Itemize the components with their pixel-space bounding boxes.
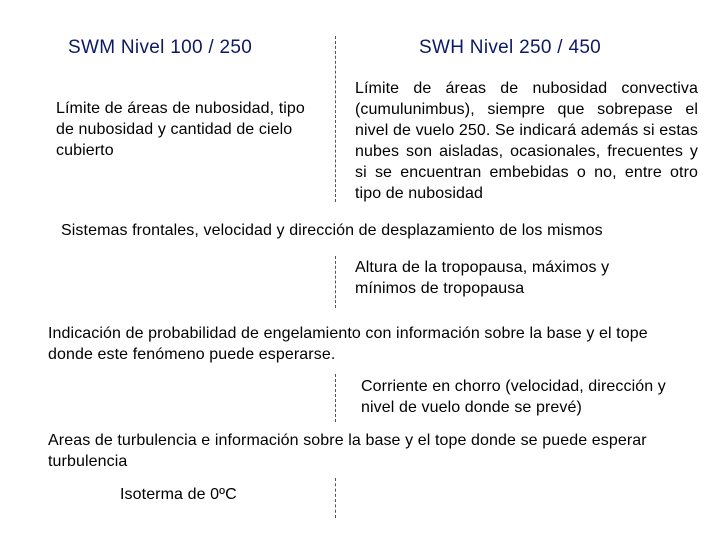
column-divider [335, 374, 336, 422]
icing-text: Indicación de probabilidad de engelamiento con información sobre la base y el tope donde este fenómeno puede esperarse. [48, 325, 648, 363]
swh-level-header: SWH Nivel 250 / 450 [419, 37, 602, 58]
swm-level-header: SWM Nivel 100 / 250 [68, 37, 253, 58]
swm-clouds-text: Límite de áreas de nubosidad, tipo de nubosidad y cantidad de cielo cubierto [56, 100, 305, 159]
column-divider [335, 478, 336, 518]
column-divider [335, 256, 336, 308]
frontal-systems-text: Sistemas frontales, velocidad y dirección de desplazamiento de los mismos [61, 222, 603, 239]
swh-clouds-text: Límite de áreas de nubosidad convectiva (cumulunimbus), siempre que sobrepase el nivel de vuelo 250. Se indicará además si estas nubes son aisladas, ocasionales, frecuentes y si se encuentran embebidas o no, entre otro tipo de nubosidad [355, 80, 698, 202]
isotherm-text: Isoterma de 0ºC [120, 486, 237, 503]
column-divider [335, 36, 336, 202]
turbulence-text: Areas de turbulencia e información sobre la base y el tope donde se puede esperar turbulencia [48, 432, 647, 470]
tropopause-text: Altura de la tropopausa, máximos y mínimos de tropopausa [355, 259, 610, 297]
jet-stream-text: Corriente en chorro (velocidad, dirección y nivel de vuelo donde se prevé) [361, 378, 666, 416]
